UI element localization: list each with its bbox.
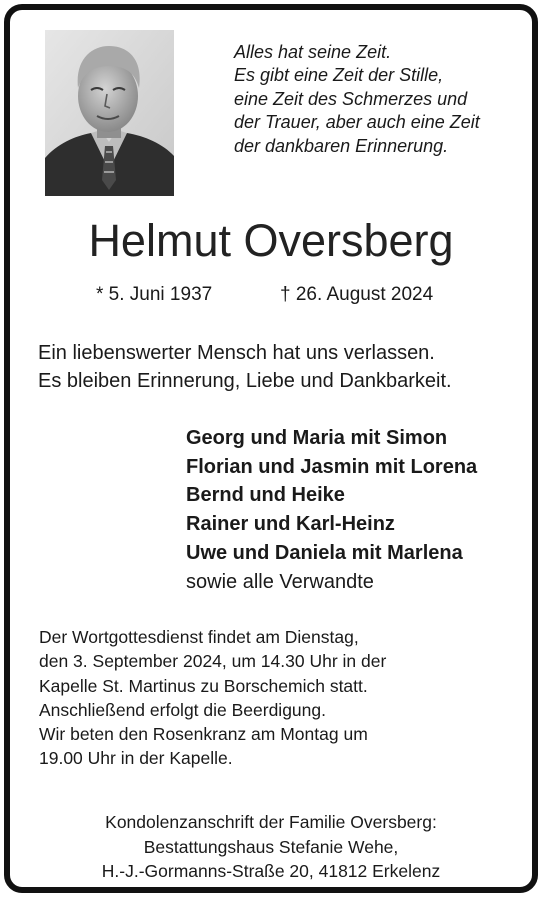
- death-date: † 26. August 2024: [280, 284, 434, 305]
- deceased-name: Helmut Oversberg: [88, 215, 454, 266]
- service-line: Kapelle St. Martinus zu Borschemich statt.: [39, 675, 368, 696]
- condolence-address: [10, 810, 532, 884]
- service-line: Wir beten den Rosenkranz am Montag um: [39, 724, 368, 745]
- mourner-entry: Uwe und Daniela mit Marlena: [186, 541, 463, 564]
- mourner-entry: Bernd und Heike: [186, 484, 345, 507]
- mourners-list: [186, 424, 477, 596]
- address-line: Bestattungshaus Stefanie Wehe,: [143, 836, 399, 857]
- obituary-card: [4, 4, 538, 893]
- portrait-image: [45, 30, 174, 196]
- mourner-entry: Florian und Jasmin mit Lorena: [186, 455, 478, 478]
- quote-line: eine Zeit des Schmerzes und: [234, 88, 468, 109]
- mourner-entry: Rainer und Karl-Heinz: [186, 513, 395, 536]
- mourner-entry: Georg und Maria mit Simon: [186, 427, 448, 449]
- quote-line: der dankbaren Erinnerung.: [234, 135, 449, 156]
- verse-line: Es bleiben Erinnerung, Liebe und Dankbarkeit.: [38, 370, 452, 392]
- address-line: Kondolenzanschrift der Familie Oversberg:: [105, 812, 437, 832]
- address-line: H.-J.-Gormanns-Straße 20, 41812 Erkelenz: [101, 861, 441, 881]
- service-line: 19.00 Uhr in der Kapelle.: [39, 748, 233, 769]
- service-line: Anschließend erfolgt die Beerdigung.: [39, 699, 326, 720]
- quote-line: der Trauer, aber auch eine Zeit: [234, 112, 480, 133]
- memorial-quote: [234, 41, 530, 158]
- birth-date: * 5. Juni 1937: [96, 284, 213, 305]
- service-details: [39, 625, 386, 771]
- relatives-note: sowie alle Verwandte: [186, 570, 374, 593]
- service-line: Der Wortgottesdienst findet am Dienstag,: [39, 627, 359, 647]
- quote-line: Es gibt eine Zeit der Stille,: [234, 65, 444, 86]
- memorial-verse: [38, 339, 452, 395]
- service-line: den 3. September 2024, um 14.30 Uhr in der: [39, 651, 387, 672]
- verse-line: Ein liebenswerter Mensch hat uns verlassen.: [38, 342, 435, 364]
- portrait-photo: [45, 30, 174, 196]
- quote-line: Alles hat seine Zeit.: [234, 42, 392, 62]
